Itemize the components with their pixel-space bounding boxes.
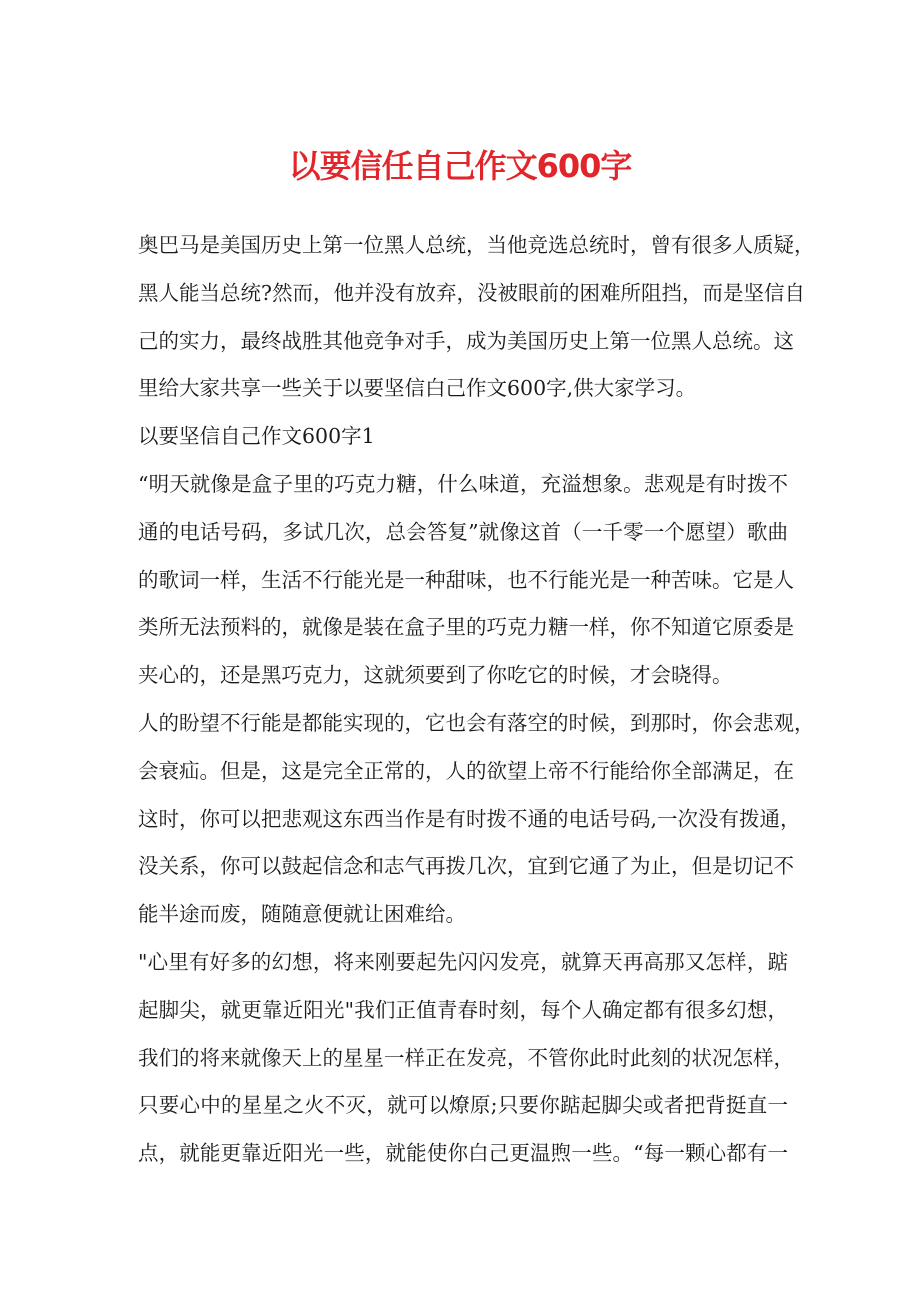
text-line: 没关系，你可以鼓起信念和志气再拨几次，宜到它通了为止，但是切记不 <box>138 854 794 879</box>
text-line: 类所无法预料的，就像是装在盒子里的巧克力糖一样，你不知道它原委是 <box>138 615 794 640</box>
text-line: 点，就能更靠近阳光一些，就能使你白己更温煦一些。“每一颗心都有一 <box>138 1141 788 1166</box>
text-line: 我们的将来就像天上的星星一样正在发亮，不管你此时此刻的状况怎样， <box>138 1045 794 1070</box>
document-body <box>138 222 815 1178</box>
text-line: 会衰疝。但是，这是完全正常的，人的欲望上帝不行能给你全部满足，在 <box>138 758 794 783</box>
text-line: 己的实力，最终战胜其他竞争对手，成为美国历史上第一位黑人总统。这 <box>138 328 794 353</box>
text-line: “明天就像是盒子里的巧克力糖，什么味道，充溢想象。悲观是有时拨不 <box>138 471 788 496</box>
text-line: 黑人能当总统?然而，他并没有放弃，没被眼前的困难所阻挡，而是坚信自 <box>138 280 805 305</box>
text-line: 只要心中的星星之火不灭，就可以燎原;只要你踮起脚尖或者把背挺直一 <box>138 1093 788 1118</box>
text-line: 通的电话号码，多试几次，总会答复”就像这首（一千零一个愿望）歌曲 <box>138 519 788 544</box>
text-line: 里给大家共享一些关于以要坚信白己作文600字,供大家学习。 <box>138 376 697 401</box>
section-heading: 以要坚信自己作文600字1 <box>138 424 375 449</box>
text-line: 人的盼望不行能是都能实现的，它也会有落空的时候，到那时，你会悲观， <box>138 710 815 735</box>
text-line: 夹心的，还是黑巧克力，这就须要到了你吃它的时候，才会晓得。 <box>138 663 733 688</box>
document-title: 以要信任自己作文600字 <box>288 147 632 185</box>
text-line: 的歌词一样，生活不行能光是一种甜味，也不行能光是一种苦味。它是人 <box>138 567 794 592</box>
text-line: "心里有好多的幻想，将来刚要起先闪闪发亮，就算天再高那又怎样，踮 <box>138 949 788 974</box>
text-line: 能半途而废，随随意便就让困难给。 <box>138 902 466 927</box>
text-line: 起脚尖，就更靠近阳光"我们正值青春时刻，每个人确定都有很多幻想， <box>138 997 788 1022</box>
text-line: 这时，你可以把悲观这东西当作是有时拨不通的电话号码,一次没有拨通， <box>138 806 801 831</box>
text-line: 奥巴马是美国历史上第一位黑人总统，当他竞选总统时，曾有很多人质疑， <box>138 233 815 257</box>
